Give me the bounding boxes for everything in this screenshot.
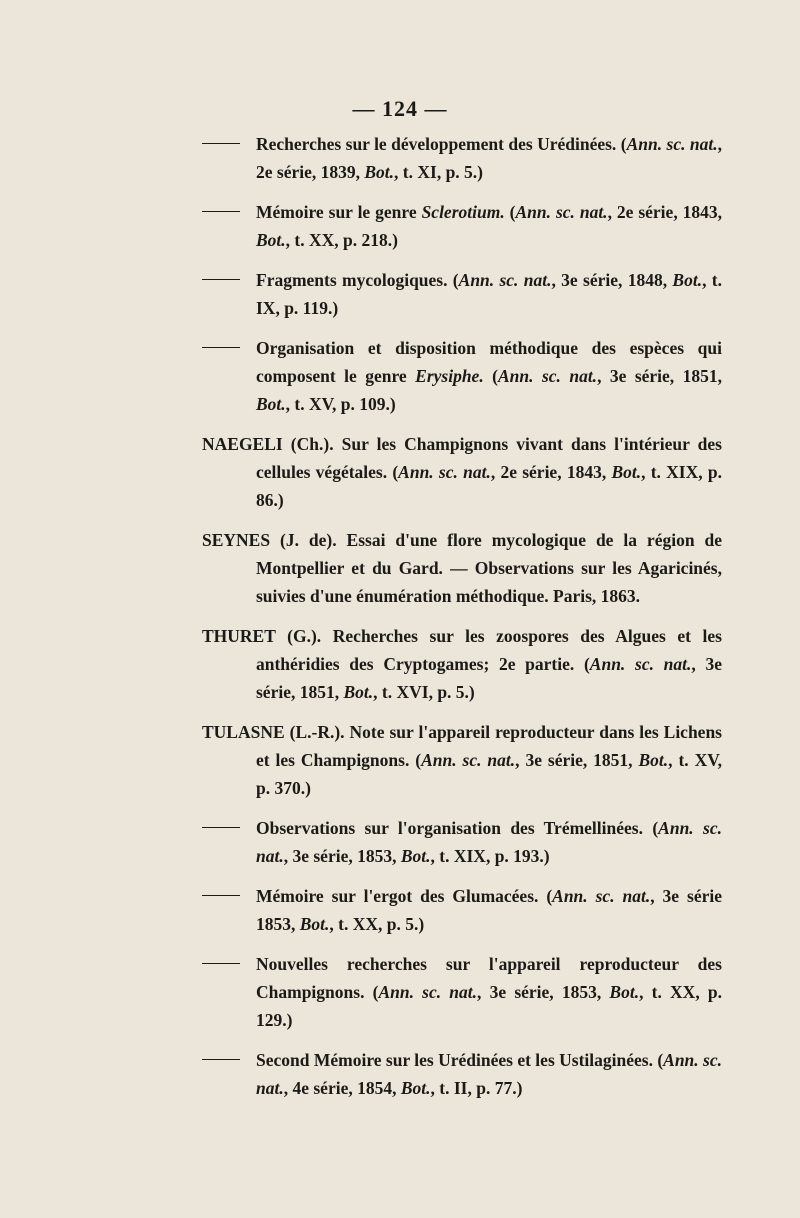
bibliography-entry-3: Fragments mycologiques. (Ann. sc. nat., 3e série, 1848, Bot., t. IX, p. 119.) (202, 266, 722, 322)
ditto-dash (202, 347, 240, 348)
bibliography-entry-1: Recherches sur le développement des Urédinées. (Ann. sc. nat., 2e série, 1839, Bot., t. XI, p. 5.) (202, 130, 722, 186)
ditto-dash (202, 211, 240, 212)
bibliography-entry-10: Mémoire sur l'ergot des Glumacées. (Ann. sc. nat., 3e série 1853, Bot., t. XX, p. 5.) (202, 882, 722, 938)
bibliography-entry-4: Organisation et disposition méthodique des espèces qui composent le genre Erysiphe. (Ann. sc. nat., 3e série, 1851, Bot., t. XV, p. 109.) (202, 334, 722, 418)
bibliography-entry-naegeli: NAEGELI (Ch.). Sur les Champignons vivant dans l'intérieur des cellules végétales. (Ann. sc. nat., 2e série, 1843, Bot., t. XIX, p. 86.) (202, 434, 722, 510)
page-number: — 124 — (352, 96, 448, 121)
bibliography-entry-seynes: SEYNES (J. de). Essai d'une flore mycologique de la région de Montpellier et du Gard. — Observations sur les Agaricinés, suivies d'une énumération méthodique. Paris, 1863. (202, 530, 722, 606)
bibliography-entry-tulasne: TULASNE (L.-R.). Note sur l'appareil reproducteur dans les Lichens et les Champignons. (Ann. sc. nat., 3e série, 1851, Bot., t. XV, p. 370.) (202, 722, 722, 798)
ditto-dash (202, 895, 240, 896)
ditto-dash (202, 963, 240, 964)
ditto-dash (202, 827, 240, 828)
bibliography-entry-2: Mémoire sur le genre Sclerotium. (Ann. sc. nat., 2e série, 1843, Bot., t. XX, p. 218.) (202, 198, 722, 254)
ditto-dash (202, 279, 240, 280)
bibliography-entry-11: Nouvelles recherches sur l'appareil reproducteur des Champignons. (Ann. sc. nat., 3e série, 1853, Bot., t. XX, p. 129.) (202, 950, 722, 1034)
bibliography-entry-thuret: THURET (G.). Recherches sur les zoospores des Algues et les anthéridies des Cryptogames; 2e partie. (Ann. sc. nat., 3e série, 1851, Bot., t. XVI, p. 5.) (202, 626, 722, 702)
ditto-dash (202, 1059, 240, 1060)
ditto-dash (202, 143, 240, 144)
bibliography-entry-9: Observations sur l'organisation des Trémellinées. (Ann. sc. nat., 3e série, 1853, Bot., t. XIX, p. 193.) (202, 814, 722, 870)
bibliography-entry-12: Second Mémoire sur les Urédinées et les Ustilaginées. (Ann. sc. nat., 4e série, 1854, Bot., t. II, p. 77.) (202, 1046, 722, 1102)
bibliography-list (202, 130, 722, 1114)
